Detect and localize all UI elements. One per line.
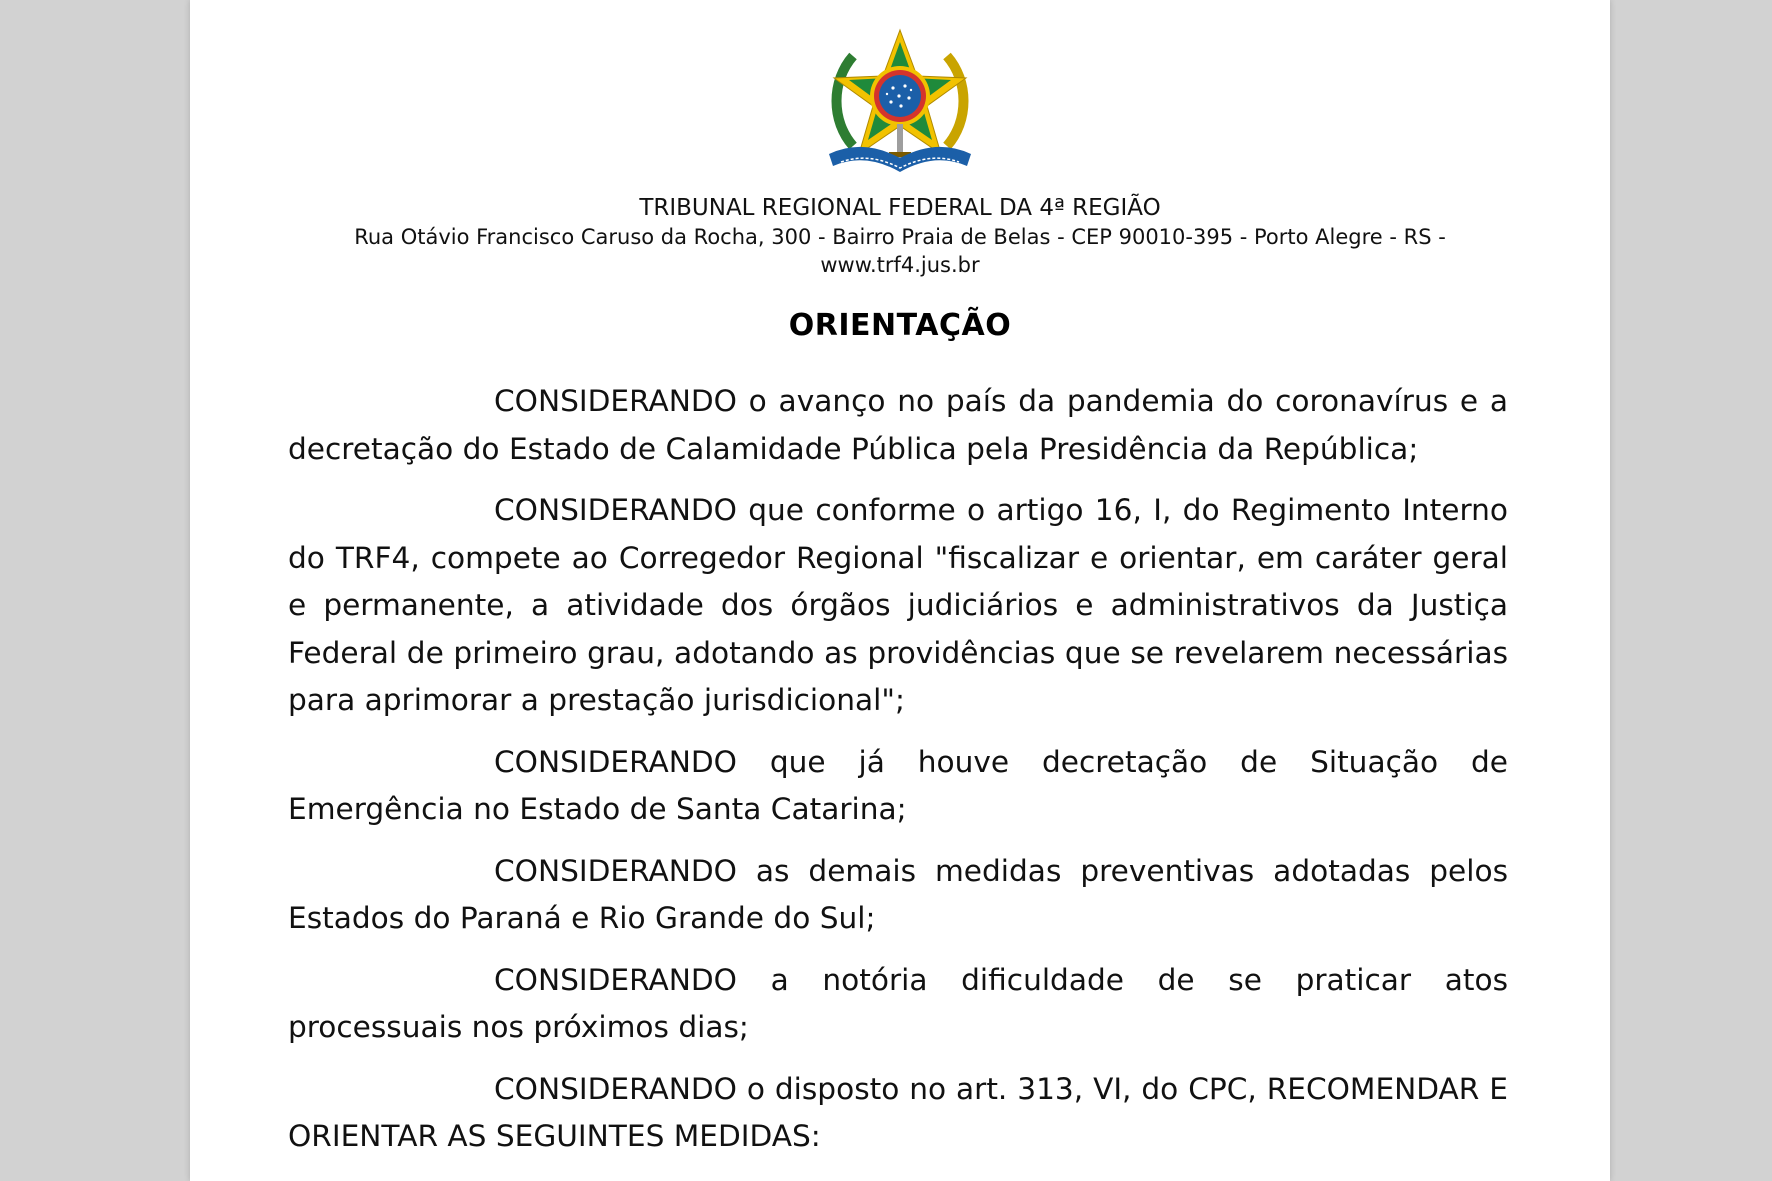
paragraph-4: CONSIDERANDO as demais medidas preventivas adotadas pelos Estados do Paraná e Rio Grande do Sul; [288, 853, 1508, 935]
paragraph-1: CONSIDERANDO o avanço no país da pandemia do coronavírus e a decretação do Estado de Calamidade Pública pela Presidência da República; [288, 384, 1508, 466]
paragraph-3: CONSIDERANDO que já houve decretação de Situação de Emergência no Estado de Santa Catarina; [288, 744, 1508, 826]
paragraph-5: CONSIDERANDO a notória dificuldade de se praticar atos processuais nos próximos dias; [288, 962, 1508, 1044]
paragraph-2: CONSIDERANDO que conforme o artigo 16, I, do Regimento Interno do TRF4, compete ao Corregedor Regional "fiscalizar e orientar, em caráter geral e permanente, a atividade dos órgãos judiciários e administrativos da Justiça Federal de primeiro grau, adotando as providências que se revelarem necessárias para aprimorar a prestação jurisdicional"; [288, 493, 1508, 717]
paragraph-6: CONSIDERANDO o disposto no art. 313, VI, do CPC, RECOMENDAR E ORIENTAR AS SEGUINTES MEDIDAS: [288, 1071, 1508, 1153]
document-body [288, 378, 1508, 1175]
document-page [190, 0, 1610, 1181]
institution-address: Rua Otávio Francisco Caruso da Rocha, 300 - Bairro Praia de Belas - CEP 90010-395 - Porto Alegre - RS - www.trf4.jus.br [354, 225, 1446, 277]
brazil-coat-of-arms-icon [823, 26, 977, 184]
institution-name: TRIBUNAL REGIONAL FEDERAL DA 4ª REGIÃO [639, 195, 1161, 221]
document-title: ORIENTAÇÃO [788, 308, 1012, 343]
